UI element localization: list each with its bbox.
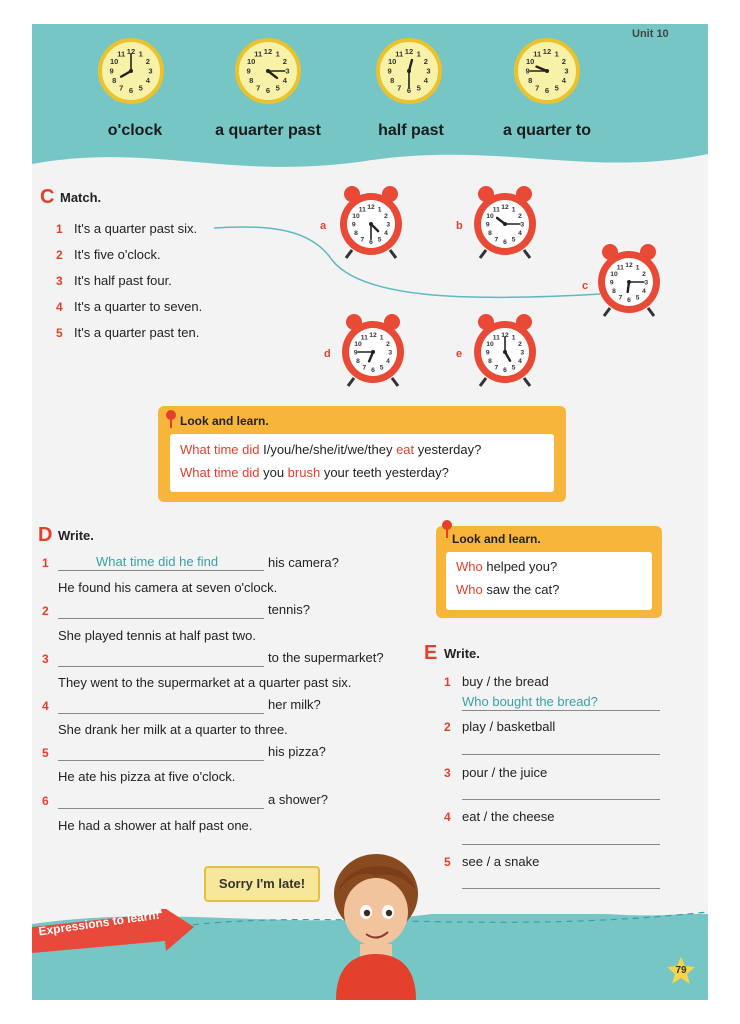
d-item-6-end: a shower?: [268, 792, 328, 807]
e-item-1-blank[interactable]: [462, 710, 660, 711]
alarm-b-numeral: 9: [485, 221, 490, 229]
header-clock-1-numeral: 5: [138, 83, 143, 93]
header-clock-1-numeral: 11: [117, 49, 126, 59]
c-item-4-num: 4: [56, 300, 63, 314]
header-wave: [32, 142, 708, 182]
match-line: [212, 220, 602, 310]
header-clock-3-center: [407, 69, 411, 73]
clock-quarter-past: [235, 38, 301, 104]
alarm-e-numeral: 3: [520, 349, 525, 357]
alarm-letter-c: c: [582, 280, 589, 292]
header-clock-3-numeral: 2: [423, 56, 428, 66]
clock-oclock: [98, 38, 164, 104]
header-clock-4-numeral: 11: [533, 49, 542, 59]
alarm-clock-c[interactable]: [594, 242, 664, 323]
c-item-2-num: 2: [56, 248, 63, 262]
look1-line1-red: What time did: [180, 442, 260, 457]
alarm-e-numeral: 1: [511, 334, 516, 342]
look2-line1-end: helped you?: [482, 559, 558, 574]
look1-line1-red2: eat: [396, 442, 415, 457]
clock-label-quarter-to: a quarter to: [502, 122, 591, 139]
header-clock-2-center: [266, 69, 270, 73]
header-clock-1-numeral: 4: [145, 76, 150, 86]
alarm-clock-face-d: [338, 312, 408, 388]
alarm-d-leg-right: [392, 378, 398, 386]
header-clock-4-numeral: 9: [525, 66, 530, 76]
alarm-letter-a: a: [320, 220, 327, 232]
alarm-a-numeral: 5: [377, 236, 382, 244]
alarm-e-numeral: 8: [488, 358, 492, 366]
unit-label: Unit 10: [632, 28, 669, 40]
look1-line-2: [180, 465, 449, 480]
clock-label-half-past: half past: [378, 122, 444, 139]
alarm-c-numeral: 12: [625, 262, 633, 270]
header-clock-4-numeral: 7: [535, 83, 540, 93]
e-item-4-num: 4: [444, 810, 451, 824]
alarm-e-numeral: 12: [501, 332, 509, 340]
alarm-a-leg-right: [390, 250, 396, 258]
speech-bubble: Sorry I'm late!: [204, 866, 320, 902]
header-clock-2-numeral: 3: [285, 66, 290, 76]
header-clock-4-numeral: 8: [528, 76, 533, 86]
header-clock-2-numeral: 6: [265, 85, 271, 95]
alarm-c-center: [627, 280, 631, 284]
pin-icon: [436, 518, 458, 540]
alarm-d-numeral: 12: [369, 332, 377, 340]
look2-line-2: [456, 582, 559, 597]
header-clock-3-numeral: 10: [387, 56, 397, 66]
section-c-title: Match.: [60, 190, 102, 205]
header-clock-3-numeral: 9: [387, 66, 392, 76]
d-item-1-num: 1: [42, 556, 49, 570]
alarm-c-numeral: 6: [627, 296, 631, 304]
d-item-3-end: to the supermarket?: [268, 650, 384, 665]
c-item-3-text: It's half past four.: [74, 273, 172, 288]
header-clock-1-numeral: 6: [128, 85, 134, 95]
d-item-5-end: his pizza?: [268, 744, 326, 759]
header-clock-2-numeral: 9: [246, 66, 251, 76]
header-clock-3-numeral: 3: [426, 66, 431, 76]
header-clock-3-numeral: 8: [390, 76, 395, 86]
c-item-4-text: It's a quarter to seven.: [74, 299, 203, 314]
alarm-c-numeral: 9: [609, 279, 614, 287]
d-item-3-blank[interactable]: [58, 666, 264, 667]
look1-line2-red2: brush: [287, 465, 321, 480]
alarm-e-center: [503, 350, 507, 354]
alarm-b-numeral: 12: [501, 204, 509, 212]
workbook-page: [32, 24, 708, 1000]
alarm-clock-face-b: [470, 184, 540, 260]
alarm-c-numeral: 11: [616, 264, 624, 272]
d-item-2-sentence: She played tennis at half past two.: [58, 628, 257, 643]
d-item-2-num: 2: [42, 604, 49, 618]
e-item-1-answer: Who bought the bread?: [462, 694, 598, 709]
e-item-3-prompt: pour / the juice: [462, 765, 548, 780]
alarm-c-numeral: 7: [618, 294, 623, 302]
header-clock-2-numeral: 10: [246, 56, 256, 66]
header-clock-2-numeral: 7: [256, 83, 261, 93]
alarm-a-numeral: 7: [360, 236, 365, 244]
d-item-4-num: 4: [42, 699, 49, 713]
alarm-a-center: [369, 222, 373, 226]
alarm-b-numeral: 10: [486, 212, 494, 220]
page-number: 79: [675, 965, 687, 976]
alarm-letter-d: d: [324, 348, 331, 360]
alarm-c-numeral: 4: [642, 288, 646, 296]
d-item-4-blank[interactable]: [58, 713, 264, 714]
section-e-title: Write.: [444, 646, 480, 661]
alarm-clock-d[interactable]: [338, 312, 408, 393]
alarm-d-numeral: 9: [353, 349, 358, 357]
alarm-d-leg-left: [348, 378, 354, 386]
look1-line1-end: yesterday?: [414, 442, 482, 457]
d-item-5-num: 5: [42, 746, 49, 760]
section-d-letter: D: [38, 524, 53, 546]
alarm-a-numeral: 4: [384, 230, 388, 238]
alarm-c-numeral: 8: [612, 288, 616, 296]
alarm-e-numeral: 6: [503, 366, 507, 374]
alarm-a-numeral: 11: [358, 206, 366, 214]
alarm-a-numeral: 12: [367, 204, 375, 212]
expressions-banner-text: Expressions to learn!: [37, 907, 161, 939]
d-item-5-sentence: He ate his pizza at five o'clock.: [58, 769, 236, 784]
header-clock-3-numeral: 4: [423, 76, 428, 86]
alarm-c-numeral: 1: [635, 264, 640, 272]
clock-half-past: [376, 38, 442, 104]
d-item-2-end: tennis?: [268, 602, 310, 617]
look1-line2-end: your teeth yesterday?: [320, 465, 449, 480]
c-item-3-num: 3: [56, 274, 63, 288]
e-item-2-blank[interactable]: [462, 754, 660, 755]
e-item-2-prompt: play / basketball: [462, 719, 556, 734]
clock-face: [518, 42, 576, 100]
alarm-a-leg-left: [346, 250, 352, 258]
alarm-e-numeral: 2: [518, 340, 522, 348]
header-clock-4-numeral: 5: [554, 83, 559, 93]
alarm-b-numeral: 4: [518, 230, 522, 238]
alarm-e-numeral: 10: [486, 340, 494, 348]
look2-line-1: [456, 559, 557, 574]
alarm-b-numeral: 8: [488, 230, 492, 238]
alarm-b-numeral: 11: [492, 206, 500, 214]
e-item-4-blank[interactable]: [462, 844, 660, 845]
clock-face: [380, 42, 438, 100]
e-item-4-prompt: eat / the cheese: [462, 809, 555, 824]
clock-label-oclock: o'clock: [107, 122, 163, 139]
look2-line1-red: Who: [456, 559, 483, 574]
section-d-title: Write.: [58, 528, 94, 543]
header-clock-3-numeral: 1: [416, 49, 421, 59]
alarm-d-numeral: 10: [354, 340, 362, 348]
e-item-3-num: 3: [444, 766, 451, 780]
alarm-d-numeral: 3: [388, 349, 393, 357]
header-clock-1-numeral: 2: [145, 56, 150, 66]
e-item-1-num: 1: [444, 675, 451, 689]
alarm-a-numeral: 6: [369, 238, 373, 246]
section-e-letter: E: [424, 642, 438, 664]
clock-face: [102, 42, 160, 100]
header-clock-4-numeral: 10: [525, 56, 535, 66]
alarm-d-numeral: 2: [386, 340, 390, 348]
d-item-1-blank[interactable]: [58, 570, 264, 571]
look-and-learn-box-2: [436, 526, 662, 618]
look1-title: Look and learn.: [180, 414, 269, 428]
d-item-1-end: his camera?: [268, 555, 339, 570]
look2-line2-red: Who: [456, 582, 483, 597]
e-item-2-num: 2: [444, 720, 451, 734]
header-clock-2-numeral: 2: [282, 56, 287, 66]
d-item-1-answer: What time did he find: [96, 554, 219, 569]
alarm-c-numeral: 5: [635, 294, 640, 302]
alarm-e-numeral: 4: [518, 358, 522, 366]
alarm-clock-face-c: [594, 242, 664, 318]
e-item-5-blank[interactable]: [462, 888, 660, 889]
alarm-b-center: [503, 222, 507, 226]
c-item-1-text: It's a quarter past six.: [74, 221, 198, 236]
look1-inner: [170, 434, 554, 492]
alarm-e-numeral: 7: [494, 364, 499, 372]
alarm-c-leg-left: [604, 308, 610, 316]
header-clock-4-numeral: 4: [561, 76, 566, 86]
d-item-3-num: 3: [42, 652, 49, 666]
alarm-a-numeral: 1: [377, 206, 382, 214]
header-clock-3-numeral: 11: [395, 49, 404, 59]
header-clock-2-numeral: 4: [282, 76, 287, 86]
alarm-e-leg-right: [524, 378, 530, 386]
alarm-b-numeral: 6: [503, 238, 507, 246]
header-clock-1-numeral: 7: [119, 83, 124, 93]
d-item-4-end: her milk?: [268, 697, 321, 712]
e-item-1-prompt: buy / the bread: [462, 674, 549, 689]
header-clock-2-numeral: 5: [275, 83, 280, 93]
alarm-clock-face-a: [336, 184, 406, 260]
header-clock-1-numeral: 1: [138, 49, 143, 59]
clock-label-quarter-past: a quarter past: [215, 122, 321, 139]
e-item-5-prompt: see / a snake: [462, 854, 540, 869]
alarm-letter-b: b: [456, 220, 463, 232]
header-clock-2-numeral: 8: [249, 76, 254, 86]
alarm-a-numeral: 10: [352, 212, 360, 220]
alarm-c-numeral: 2: [642, 270, 646, 278]
header-clock-2-numeral: 1: [275, 49, 280, 59]
alarm-e-leg-left: [480, 378, 486, 386]
header-clock-3-numeral: 12: [404, 47, 414, 57]
d-item-3-sentence: They went to the supermarket at a quarter past six.: [58, 675, 352, 690]
alarm-b-numeral: 2: [518, 212, 522, 220]
alarm-d-numeral: 11: [360, 334, 368, 342]
alarm-clock-a[interactable]: [336, 184, 406, 265]
boy-illustration: [326, 846, 426, 1000]
header-clock-3-numeral: 6: [406, 85, 412, 95]
alarm-d-numeral: 5: [379, 364, 384, 372]
alarm-d-center: [371, 350, 375, 354]
alarm-b-leg-right: [524, 250, 530, 258]
alarm-b-numeral: 1: [511, 206, 516, 214]
c-item-5-text: It's a quarter past ten.: [74, 325, 200, 340]
look-and-learn-box-1: [158, 406, 566, 502]
alarm-a-numeral: 2: [384, 212, 388, 220]
d-item-5-blank[interactable]: [58, 760, 264, 761]
d-item-6-sentence: He had a shower at half past one.: [58, 818, 253, 833]
c-item-1-num: 1: [56, 222, 63, 236]
alarm-d-numeral: 1: [379, 334, 384, 342]
alarm-b-numeral: 7: [494, 236, 499, 244]
alarm-c-numeral: 3: [644, 279, 649, 287]
alarm-e-numeral: 11: [492, 334, 500, 342]
header-clock-1-numeral: 8: [112, 76, 117, 86]
c-item-5-num: 5: [56, 326, 63, 340]
alarm-c-leg-right: [648, 308, 654, 316]
header-band: [32, 24, 708, 174]
alarm-b-numeral: 5: [511, 236, 516, 244]
d-item-6-blank[interactable]: [58, 808, 264, 809]
header-clock-4-numeral: 2: [561, 56, 566, 66]
header-clock-4-center: [545, 69, 549, 73]
header-clock-4-numeral: 3: [564, 66, 569, 76]
header-clock-4-numeral: 6: [544, 85, 550, 95]
alarm-clock-e[interactable]: [470, 312, 540, 393]
alarm-b-leg-left: [480, 250, 486, 258]
d-item-2-blank[interactable]: [58, 618, 264, 619]
alarm-clock-face-e: [470, 312, 540, 388]
header-clock-4-numeral: 12: [542, 47, 552, 57]
look1-line2-red: What time did: [180, 465, 260, 480]
pin-icon: [160, 408, 182, 430]
look2-title: Look and learn.: [452, 532, 541, 546]
e-item-3-blank[interactable]: [462, 799, 660, 800]
e-item-5-num: 5: [444, 855, 451, 869]
alarm-d-numeral: 4: [386, 358, 390, 366]
alarm-a-numeral: 8: [354, 230, 358, 238]
header-clock-1-numeral: 9: [109, 66, 114, 76]
header-clock-1-numeral: 10: [109, 56, 119, 66]
section-c-letter: C: [40, 186, 55, 208]
alarm-letter-e: e: [456, 348, 463, 360]
alarm-c-numeral: 10: [610, 270, 618, 278]
d-item-4-sentence: She drank her milk at a quarter to three.: [58, 722, 288, 737]
header-clock-4-numeral: 1: [554, 49, 559, 59]
look1-line-1: [180, 442, 481, 457]
alarm-e-numeral: 9: [485, 349, 490, 357]
d-item-6-num: 6: [42, 794, 49, 808]
look2-line2-end: saw the cat?: [482, 582, 560, 597]
alarm-d-numeral: 6: [371, 366, 375, 374]
look1-line1-mid: I/you/he/she/it/we/they: [259, 442, 397, 457]
alarm-d-numeral: 7: [362, 364, 367, 372]
alarm-a-numeral: 3: [386, 221, 391, 229]
c-item-2-text: It's five o'clock.: [74, 247, 161, 262]
look1-line2-mid: you: [259, 465, 288, 480]
header-clock-2-numeral: 11: [254, 49, 263, 59]
header-clock-2-numeral: 12: [263, 47, 273, 57]
alarm-clock-b[interactable]: [470, 184, 540, 265]
header-clock-1-center: [129, 69, 133, 73]
alarm-e-numeral: 5: [511, 364, 516, 372]
clock-face: [239, 42, 297, 100]
header-clock-3-numeral: 7: [397, 83, 402, 93]
clock-quarter-to: [514, 38, 580, 104]
alarm-d-numeral: 8: [356, 358, 360, 366]
header-clock-1-numeral: 3: [148, 66, 153, 76]
alarm-b-numeral: 3: [520, 221, 525, 229]
header-clock-1-numeral: 12: [126, 47, 136, 57]
look2-inner: [446, 552, 652, 610]
header-clock-3-numeral: 5: [416, 83, 421, 93]
d-item-1-sentence: He found his camera at seven o'clock.: [58, 580, 278, 595]
alarm-a-numeral: 9: [351, 221, 356, 229]
